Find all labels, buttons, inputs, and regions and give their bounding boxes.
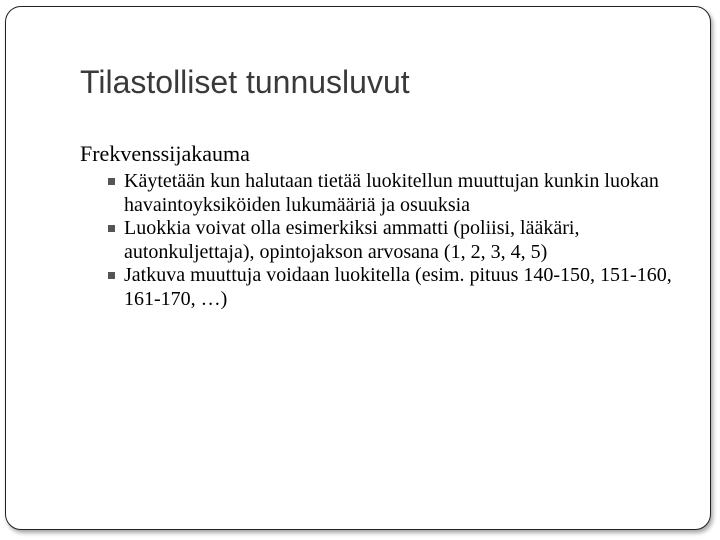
bullet-item xyxy=(80,170,680,217)
bullet-item xyxy=(80,217,680,264)
square-bullet-icon xyxy=(108,272,115,279)
slide-title: Tilastolliset tunnusluvut xyxy=(80,64,410,100)
bullet-text: Jatkuva muuttuja voidaan luokitella (esim. pituus 140-150, 151-160, 161-170, …) xyxy=(124,264,672,310)
bullet-text: Luokkia voivat olla esimerkiksi ammatti (poliisi, lääkäri, autonkuljettaja), opintojakson arvosana (1, 2, 3, 4, 5) xyxy=(124,217,580,263)
square-bullet-icon xyxy=(108,178,115,185)
square-bullet-icon xyxy=(108,225,115,232)
bullet-list xyxy=(80,170,680,311)
bullet-text: Käytetään kun halutaan tietää luokitellun muuttujan kunkin luokan havaintoyksiköiden lukumääriä ja osuuksia xyxy=(124,170,659,216)
bullet-item xyxy=(80,264,680,311)
slide-content xyxy=(80,140,680,311)
section-heading: Frekvenssijakauma xyxy=(80,141,250,166)
